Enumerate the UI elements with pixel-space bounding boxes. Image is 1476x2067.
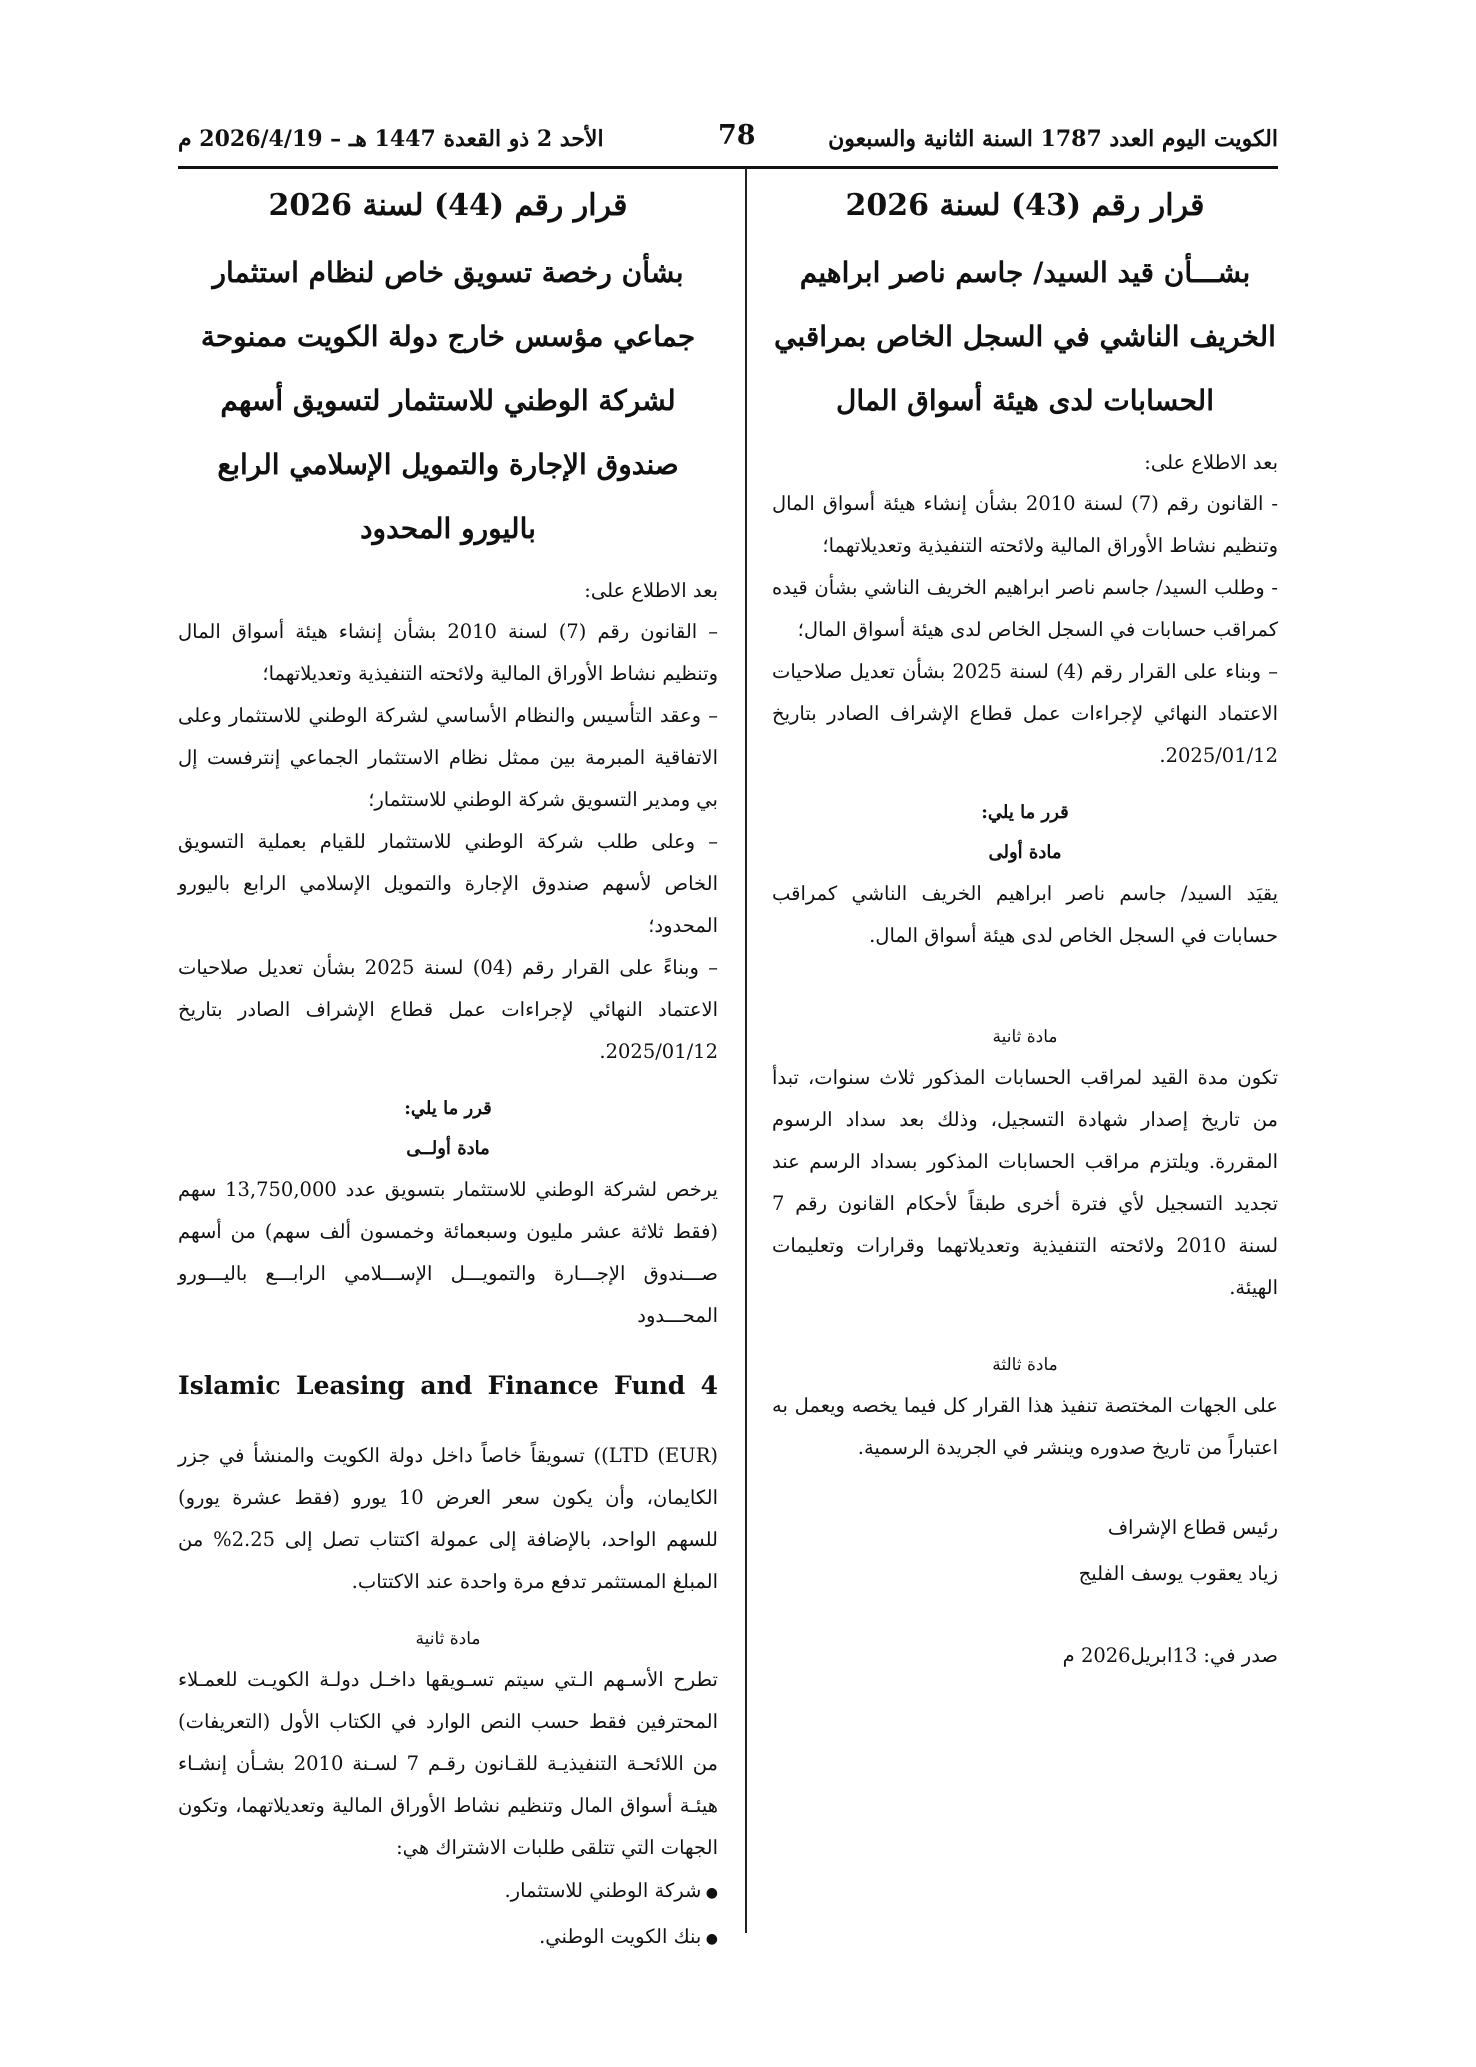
decision-43-intro: بعد الاطلاع على: (1144, 451, 1278, 474)
list-item: ● بنك الكويت الوطني. (178, 1915, 718, 1961)
header-rule (178, 166, 1278, 169)
decision-43-article-2-title: مادة ثانية (992, 1027, 1058, 1047)
signature-title: رئيس قطاع الإشراف (1107, 1516, 1278, 1539)
subscription-entities-list (178, 1869, 718, 1961)
decision-44-preamble-2: – وعقد التأسيس والنظام الأساسي لشركة الوطني للاستثمار وعلى الاتفاقية المبرمة بين ممثل نظام الاستثمار الجماعي إنترفست إل بي ومدير التسويق شركة الوطني للاستثمار؛ (178, 704, 718, 811)
decision-44-article-2-title: مادة ثانية (415, 1629, 481, 1649)
decision-43-title: قرار رقم (43) لسنة 2026 (845, 188, 1205, 223)
column-divider (745, 168, 747, 1933)
decision-43-article-2-text: تكون مدة القيد لمراقب الحسابات المذكور ثلاث سنوات، تبدأ من تاريخ إصدار شهادة التسجيل، وذلك بعد سداد الرسوم المقررة. ويلتزم مراقب الحسابات المذكور بسداد الرسم عند تجديد التسجيل لأي فترة أخرى طبقاً لأحكام القانون رقم 7 لسنة 2010 ولائحته التنفيذية وتعديلاتهما وقرارات وتعليمات الهيئة. (772, 1066, 1279, 1299)
decision-44-title: قرار رقم (44) لسنة 2026 (268, 188, 628, 223)
decision-44-article-2-text: تطرح الأسـهم الـتي سيتم تسـويقها داخـل دولـة الكويـت للعمـلاء المحترفين فقط حسب النص الوارد في الكتاب الأول (التعريفات) من اللائحـة التنفيذيـة للقـانون رقـم 7 لسـنة 2010 بشـأن إنشـاء هيئـة أسواق المال وتنظيم نشاط الأوراق المالية وتعديلاتهما، وتكون الجهات التي تتلقى طلبات الاشتراك هي: (178, 1668, 718, 1859)
decision-43-preamble-1: - القانون رقم (7) لسنة 2010 بشأن إنشاء هيئة أسواق المال وتنظيم نشاط الأوراق المالية ولائحته التنفيذية وتعديلاتهما؛ (772, 492, 1278, 557)
decision-44-intro: بعد الاطلاع على: (584, 579, 718, 602)
issue-date: الأحد 2 ذو القعدة 1447 هـ – 2026/4/19 م (178, 126, 604, 152)
page-header (178, 120, 1278, 160)
signature-name: زياد يعقوب يوسف الفليج (1078, 1562, 1278, 1585)
gazette-issue: الكويت اليوم العدد 1787 السنة الثانية والسبعون (828, 126, 1278, 152)
decision-44 (178, 178, 718, 1961)
decision-43-article-3-title: مادة ثالثة (992, 1355, 1058, 1375)
decision-43-subtitle: بشـــأن قيد السيد/ جاسم ناصر ابراهيم الخريف الناشي في السجل الخاص بمراقبي الحسابات لدى هيئة أسواق المال (774, 256, 1276, 417)
decision-44-preamble-1: – القانون رقم (7) لسنة 2010 بشأن إنشاء هيئة أسواق المال وتنظيم نشاط الأوراق المالية ولائحته التنفيذية وتعديلاتهما؛ (178, 620, 718, 685)
issue-date-line: صدر في: 13ابريل2026 م (1062, 1644, 1278, 1667)
decision-43-article-3-text: على الجهات المختصة تنفيذ هذا القرار كل فيما يخصه ويعمل به اعتباراً من تاريخ صدوره وينشر في الجريدة الرسمية. (772, 1394, 1278, 1459)
page-number: 78 (718, 120, 756, 151)
decision-43 (772, 178, 1278, 1679)
decision-44-article-1-title: مادة أولــى (406, 1138, 490, 1159)
list-item: ● شركة الوطني للاستثمار. (178, 1869, 718, 1915)
decision-44-decided: قرر ما يلي: (404, 1098, 492, 1119)
decision-43-preamble-3: – وبناء على القرار رقم (4) لسنة 2025 بشأن تعديل صلاحيات الاعتماد النهائي لإجراءات عمل قطاع الإشراف الصادر بتاريخ 2025/01/12. (772, 660, 1278, 767)
decision-44-subtitle: بشأن رخصة تسويق خاص لنظام استثمار جماعي مؤسس خارج دولة الكويت ممنوحة لشركة الوطني للاستثمار لتسويق أسهم صندوق الإجارة والتمويل الإسلامي الرابع باليورو المحدود (200, 256, 696, 545)
decision-43-decided: قرر ما يلي: (981, 802, 1069, 823)
decision-43-article-1-title: مادة أولى (988, 842, 1062, 863)
decision-44-article-1-text-a: يرخص لشركة الوطني للاستثمار بتسويق عدد 13,750,000 سهم (فقط ثلاثة عشر مليون وسبعمائة وخمسون ألف سهم) من أسهم صـــندوق الإجـــارة والتمويـــل الإســـلامي الرابـــع باليـــورو المحـــدود (178, 1178, 718, 1327)
decision-44-preamble-4: – وبناءً على القرار رقم (04) لسنة 2025 بشأن تعديل صلاحيات الاعتماد النهائي لإجراءات عمل قطاع الإشراف الصادر بتاريخ 2025/01/12. (178, 956, 718, 1063)
fund-name-english: Islamic Leasing and Finance Fund 4 (178, 1371, 718, 1400)
decision-44-preamble-3: – وعلى طلب شركة الوطني للاستثمار للقيام بعملية التسويق الخاص لأسهم صندوق الإجارة والتمويل الإسلامي الرابع باليورو المحدود؛ (178, 830, 718, 937)
decision-44-article-1-text-b: (EUR) LTD)) تسويقاً خاصاً داخل دولة الكويت والمنشأ في جزر الكايمان، وأن يكون سعر العرض 10 يورو (فقط عشرة يورو) للسهم الواحد، بالإضافة إلى عمولة اكتتاب تصل إلى 2.25% من المبلغ المستثمر تدفع مرة واحدة عند الاكتتاب. (178, 1444, 718, 1593)
decision-43-article-1-text: يقيَد السيد/ جاسم ناصر ابراهيم الخريف الناشي كمراقب حسابات في السجل الخاص لدى هيئة أسواق المال. (772, 882, 1278, 947)
decision-43-preamble-2: - وطلب السيد/ جاسم ناصر ابراهيم الخريف الناشي بشأن قيده كمراقب حسابات في السجل الخاص لدى هيئة أسواق المال؛ (772, 576, 1278, 641)
